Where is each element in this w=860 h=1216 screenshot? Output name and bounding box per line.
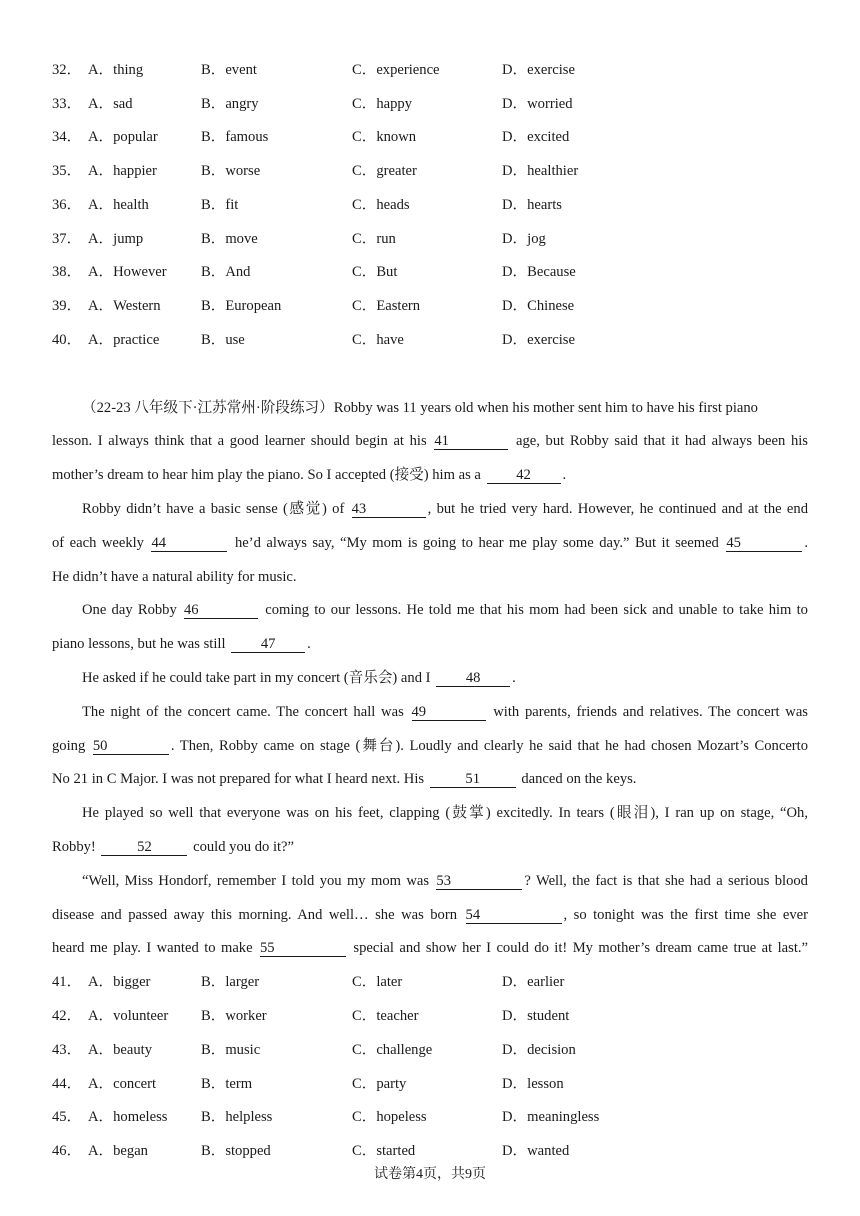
passage-text: Robby didn’t have a basic sense (感觉) of (82, 501, 350, 517)
question-number: 36． (52, 197, 82, 213)
passage-line (52, 768, 636, 790)
blank-52: 52 (101, 839, 187, 856)
blank-53: 53 (436, 873, 522, 890)
option-b: B．angry (201, 96, 259, 112)
passage-line (52, 633, 311, 655)
option-a: A．began (88, 1143, 148, 1159)
option-b: B．European (201, 298, 282, 314)
blank-44: 44 (151, 535, 227, 552)
option-c: C．happy (352, 96, 412, 112)
option-a: A．concert (88, 1076, 157, 1092)
passage-text: . (562, 467, 567, 483)
option-c: C．run (352, 231, 396, 247)
passage-text: He didn’t have a natural ability for music. (52, 569, 297, 585)
option-b: B．helpless (201, 1109, 273, 1125)
passage-line (52, 532, 808, 554)
blank-45: 45 (726, 535, 802, 552)
passage-text: lesson. I always think that a good learner should begin at his (52, 433, 433, 449)
option-b: B．fit (201, 197, 239, 213)
passage-text: with parents, friends and relatives. The concert was (487, 704, 808, 720)
option-a: A．beauty (88, 1042, 153, 1058)
passage-line (82, 599, 808, 621)
question-number: 41． (52, 974, 82, 990)
passage-text: The night of the concert came. The concert hall was (82, 704, 410, 720)
option-a: A．thing (88, 62, 144, 78)
passage-text: He asked if he could take part in my concert (音乐会) and I (82, 670, 435, 686)
option-a: A．Western (88, 298, 161, 314)
option-c: C．have (352, 332, 404, 348)
blank-48: 48 (436, 670, 510, 687)
blank-54: 54 (466, 907, 562, 924)
passage-line (52, 937, 808, 959)
passage-text: , but he tried very hard. However, he continued and at the end (427, 501, 808, 517)
blank-46: 46 (184, 602, 258, 619)
blank-42: 42 (487, 467, 561, 484)
option-b: B．move (201, 231, 258, 247)
passage-line (52, 735, 808, 757)
passage-line (82, 498, 808, 520)
option-a: A．bigger (88, 974, 151, 990)
option-c: C．party (352, 1076, 407, 1092)
option-a: A．jump (88, 231, 144, 247)
option-d: D．exercise (502, 62, 575, 78)
passage-text: disease and passed away this morning. And well… she was born (52, 907, 464, 923)
passage-text: coming to our lessons. He told me that his mom had been sick and unable to take him to (260, 602, 808, 618)
option-a: A．sad (88, 96, 133, 112)
question-number: 37． (52, 231, 82, 247)
question-number: 33． (52, 96, 82, 112)
option-c: C．teacher (352, 1008, 419, 1024)
option-a: A．practice (88, 332, 160, 348)
passage-text: . (804, 535, 808, 551)
passage-text: he’d always say, “My mom is going to hear me play some day.” But it seemed (229, 535, 725, 551)
option-d: D．worried (502, 96, 573, 112)
blank-49: 49 (412, 704, 486, 721)
blank-43: 43 (352, 501, 426, 518)
question-number: 45． (52, 1109, 82, 1125)
option-b: B．music (201, 1042, 261, 1058)
passage-line (82, 667, 516, 689)
passage-line (52, 464, 566, 486)
page-footer: 试卷第4页，共9页 (374, 1167, 486, 1182)
passage-line (82, 802, 808, 824)
passage-text: “Well, Miss Hondorf, remember I told you my mom was (82, 873, 435, 889)
option-b: B．worse (201, 163, 261, 179)
option-a: A．health (88, 197, 149, 213)
option-c: C．challenge (352, 1042, 433, 1058)
option-b: B．use (201, 332, 245, 348)
passage-text: danced on the keys. (517, 771, 637, 787)
passage-text: going (52, 738, 91, 754)
question-number: 35． (52, 163, 82, 179)
passage-text: . (512, 670, 516, 686)
option-c: C．Eastern (352, 298, 421, 314)
option-d: D．hearts (502, 197, 562, 213)
option-d: D．meaningless (502, 1109, 600, 1125)
option-b: B．And (201, 264, 251, 280)
option-c: C．known (352, 129, 417, 145)
question-number: 39． (52, 298, 82, 314)
option-a: A．However (88, 264, 167, 280)
option-d: D．exercise (502, 332, 575, 348)
option-c: C．later (352, 974, 403, 990)
option-d: D．wanted (502, 1143, 570, 1159)
option-d: D．jog (502, 231, 546, 247)
passage-text: age, but Robby said that it had always been his (510, 433, 808, 449)
option-a: A．happier (88, 163, 157, 179)
blank-50: 50 (93, 738, 169, 755)
option-b: B．famous (201, 129, 269, 145)
blank-47: 47 (231, 636, 305, 653)
option-c: C．hopeless (352, 1109, 427, 1125)
passage-text: of each weekly (52, 535, 150, 551)
passage-text: . Then, Robby came on stage (舞台). Loudly and clearly he said that he had chosen Mozart’s Concerto (170, 738, 809, 754)
question-number: 42． (52, 1008, 82, 1024)
passage-line (82, 397, 758, 419)
passage-text: mother’s dream to hear him play the piano. So I accepted (接受) him as a (52, 467, 485, 483)
blank-41: 41 (434, 433, 508, 450)
passage-line (52, 430, 808, 452)
option-c: C．greater (352, 163, 417, 179)
blank-51: 51 (430, 771, 516, 788)
option-c: C．started (352, 1143, 416, 1159)
option-a: A．volunteer (88, 1008, 169, 1024)
passage-line (52, 566, 297, 588)
option-d: D．earlier (502, 974, 565, 990)
question-number: 34． (52, 129, 82, 145)
option-d: D．Chinese (502, 298, 575, 314)
option-d: D．healthier (502, 163, 579, 179)
option-b: B．term (201, 1076, 253, 1092)
option-d: D．student (502, 1008, 570, 1024)
passage-line (82, 870, 808, 892)
option-d: D．excited (502, 129, 570, 145)
passage-text: . (307, 636, 311, 652)
option-b: B．event (201, 62, 257, 78)
passage-text: , so tonight was the first time she ever (563, 907, 808, 923)
passage-text: One day Robby (82, 602, 182, 618)
blank-55: 55 (260, 940, 346, 957)
passage-line (52, 836, 294, 858)
question-number: 38． (52, 264, 82, 280)
passage-text: ? Well, the fact is that she had a serious blood (524, 873, 808, 889)
option-a: A．homeless (88, 1109, 168, 1125)
passage-text: He played so well that everyone was on his feet, clapping (鼓掌) excitedly. In tears (眼泪), I ran up on stage, “Oh, (82, 805, 808, 821)
question-number: 46． (52, 1143, 82, 1159)
question-number: 32． (52, 62, 82, 78)
option-b: B．stopped (201, 1143, 271, 1159)
passage-text: piano lessons, but he was still (52, 636, 230, 652)
option-d: D．decision (502, 1042, 576, 1058)
option-c: C．experience (352, 62, 440, 78)
option-d: D．Because (502, 264, 576, 280)
passage-line (82, 701, 808, 723)
option-d: D．lesson (502, 1076, 564, 1092)
option-b: B．worker (201, 1008, 267, 1024)
passage-intro: （22-23 八年级下·江苏常州·阶段练习）Robby was 11 years old when his mother sent him to have his first piano (82, 400, 758, 416)
option-c: C．heads (352, 197, 410, 213)
passage-text: heard me play. I wanted to make (52, 940, 258, 956)
question-number: 44． (52, 1076, 82, 1092)
passage-line (52, 904, 808, 926)
passage-text: special and show her I could do it! My mother’s dream came true at last.” (348, 940, 808, 956)
passage-text: could you do it?” (189, 839, 295, 855)
option-c: C．But (352, 264, 398, 280)
question-number: 40． (52, 332, 82, 348)
passage-text: Robby! (52, 839, 100, 855)
option-b: B．larger (201, 974, 260, 990)
passage-text: No 21 in C Major. I was not prepared for what I heard next. His (52, 771, 428, 787)
question-number: 43． (52, 1042, 82, 1058)
option-a: A．popular (88, 129, 158, 145)
